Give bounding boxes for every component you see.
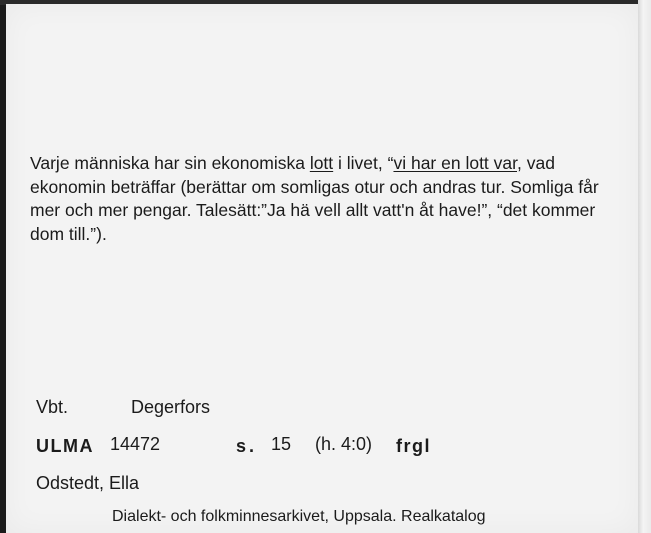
s-label: s. (236, 436, 258, 456)
frgl-label: frgl (396, 436, 431, 456)
vbt-value: Degerfors (131, 397, 211, 417)
informant-name: Odstedt, Ella (36, 473, 140, 493)
body-text-part-1: Varje människa har sin ekonomiska (30, 153, 310, 173)
card-right-edge (638, 0, 651, 533)
archive-footer: Dialekt- och folkminnesarkivet, Uppsala. Realkatalog (112, 508, 486, 525)
h-value: (h. 4:0) (315, 434, 373, 454)
underlined-phrase: vi har en lott var (393, 153, 518, 173)
card-body-text (30, 152, 620, 246)
ulma-label: ULMA (36, 436, 94, 456)
s-value: 15 (271, 434, 292, 454)
underlined-word-lott: lott (309, 153, 334, 173)
vbt-label: Vbt. (36, 397, 69, 417)
body-text-part-3: , vad ekonomin beträffar (berättar om somligas otur och andras tur. Somliga får mer och mer pengar. Talesätt:”Ja hä vell allt vatt'n åt have!”, “det kommer dom till.”). (30, 153, 599, 244)
ulma-number: 14472 (110, 434, 161, 454)
body-text-part-2: i livet, “ (333, 153, 394, 173)
